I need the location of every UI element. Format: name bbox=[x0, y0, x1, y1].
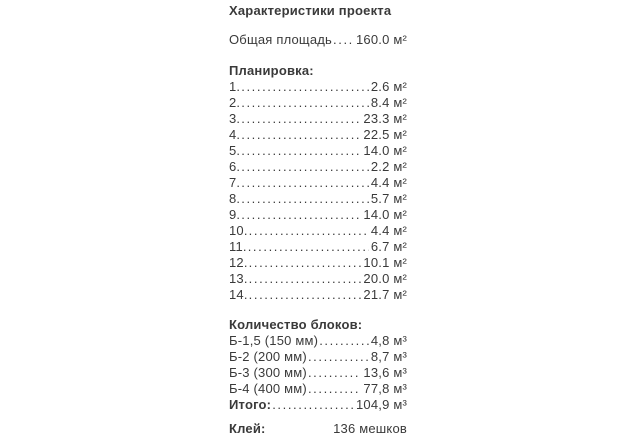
room-number: 12. bbox=[229, 255, 248, 270]
page-title: Характеристики проекта bbox=[229, 3, 392, 18]
room-number: 5. bbox=[229, 143, 241, 158]
dot-leader bbox=[241, 191, 369, 207]
block-row-3 bbox=[229, 365, 407, 381]
dot-leader bbox=[308, 349, 369, 365]
room-area: 4.4 м² bbox=[370, 223, 407, 238]
dot-leader bbox=[319, 333, 369, 349]
project-spec-sheet bbox=[229, 0, 407, 437]
room-number: 10. bbox=[229, 223, 248, 238]
dot-leader bbox=[241, 79, 369, 95]
glue-value: 136 мешков bbox=[333, 421, 407, 436]
total-area-row bbox=[229, 32, 407, 48]
block-row-1 bbox=[229, 333, 407, 349]
room-area: 14.0 м² bbox=[363, 143, 407, 158]
block-volume: 77,8 м³ bbox=[363, 381, 407, 396]
planning-row-13 bbox=[229, 271, 407, 287]
room-area: 8.4 м² bbox=[370, 95, 407, 110]
block-volume: 8,7 м³ bbox=[370, 349, 407, 364]
total-area-value: 160.0 м² bbox=[355, 32, 407, 47]
block-type: Б-1,5 (150 мм) bbox=[229, 333, 319, 348]
dot-leader bbox=[249, 255, 362, 271]
block-volume: 4,8 м³ bbox=[370, 333, 407, 348]
room-number: 3. bbox=[229, 111, 241, 126]
block-type: Б-2 (200 мм) bbox=[229, 349, 307, 364]
room-number: 14. bbox=[229, 287, 248, 302]
planning-row-4 bbox=[229, 127, 407, 143]
dot-leader bbox=[249, 287, 362, 303]
block-type: Б-3 (300 мм) bbox=[229, 365, 307, 380]
planning-row-8 bbox=[229, 191, 407, 207]
block-row-2 bbox=[229, 349, 407, 365]
dot-leader bbox=[241, 111, 361, 127]
total-area-label: Общая площадь bbox=[229, 32, 333, 47]
blocks-total-row bbox=[229, 397, 407, 413]
planning-row-14 bbox=[229, 287, 407, 303]
room-number: 11. bbox=[229, 239, 247, 254]
blocks-total-value: 104,9 м³ bbox=[355, 397, 407, 412]
room-number: 6. bbox=[229, 159, 241, 174]
room-number: 2. bbox=[229, 95, 241, 110]
planning-row-2 bbox=[229, 95, 407, 111]
room-area: 10.1 м² bbox=[363, 255, 407, 270]
room-area: 23.3 м² bbox=[363, 111, 407, 126]
planning-row-9 bbox=[229, 207, 407, 223]
dot-leader bbox=[272, 397, 354, 413]
planning-row-11 bbox=[229, 239, 407, 255]
dot-leader bbox=[333, 32, 354, 48]
dot-leader bbox=[308, 365, 361, 381]
room-area: 4.4 м² bbox=[370, 175, 407, 190]
dot-leader bbox=[308, 381, 361, 397]
dot-leader bbox=[241, 143, 361, 159]
room-area: 6.7 м² bbox=[370, 239, 407, 254]
dot-leader bbox=[241, 127, 361, 143]
dot-leader bbox=[249, 223, 369, 239]
planning-row-6 bbox=[229, 159, 407, 175]
room-number: 13. bbox=[229, 271, 248, 286]
room-number: 4. bbox=[229, 127, 241, 142]
block-row-4 bbox=[229, 381, 407, 397]
block-type: Б-4 (400 мм) bbox=[229, 381, 307, 396]
glue-label: Клей: bbox=[229, 421, 266, 436]
blocks-total-label: Итого: bbox=[229, 397, 272, 412]
dot-leader bbox=[241, 95, 369, 111]
block-volume: 13,6 м³ bbox=[363, 365, 407, 380]
dot-leader bbox=[241, 175, 369, 191]
blocks-heading: Количество блоков: bbox=[229, 317, 363, 332]
room-area: 14.0 м² bbox=[363, 207, 407, 222]
room-area: 22.5 м² bbox=[363, 127, 407, 142]
room-area: 20.0 м² bbox=[363, 271, 407, 286]
planning-row-12 bbox=[229, 255, 407, 271]
planning-row-10 bbox=[229, 223, 407, 239]
room-number: 8. bbox=[229, 191, 241, 206]
planning-heading: Планировка: bbox=[229, 63, 314, 78]
room-number: 1. bbox=[229, 79, 241, 94]
dot-leader bbox=[248, 239, 369, 255]
planning-row-3 bbox=[229, 111, 407, 127]
planning-row-1 bbox=[229, 79, 407, 95]
room-area: 5.7 м² bbox=[370, 191, 407, 206]
planning-row-7 bbox=[229, 175, 407, 191]
room-number: 9. bbox=[229, 207, 241, 222]
room-area: 2.2 м² bbox=[370, 159, 407, 174]
room-area: 2.6 м² bbox=[370, 79, 407, 94]
planning-row-5 bbox=[229, 143, 407, 159]
dot-leader bbox=[241, 207, 361, 223]
room-area: 21.7 м² bbox=[363, 287, 407, 302]
dot-leader bbox=[249, 271, 362, 287]
room-number: 7. bbox=[229, 175, 241, 190]
dot-leader bbox=[241, 159, 369, 175]
glue-row bbox=[229, 421, 407, 437]
